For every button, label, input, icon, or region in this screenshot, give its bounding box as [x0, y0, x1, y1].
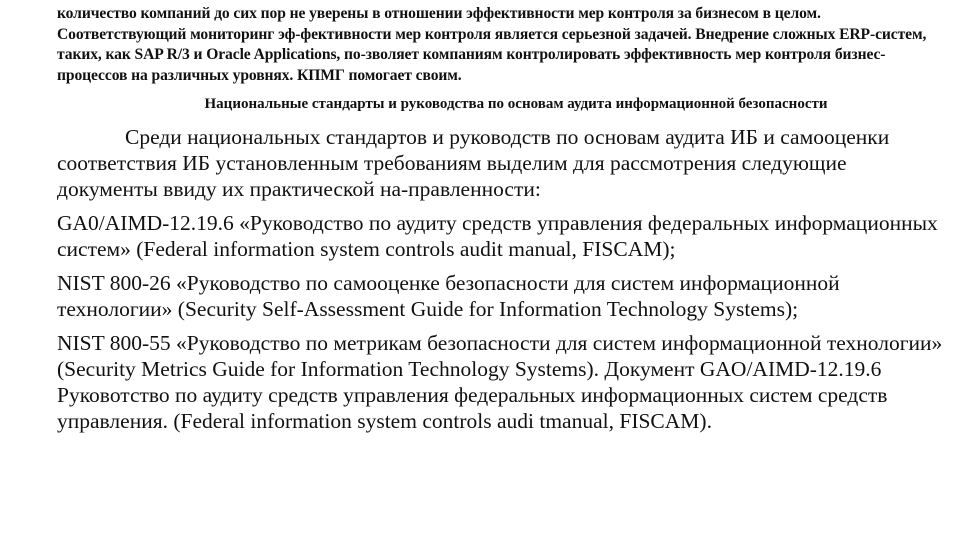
list-item: NIST 800-55 «Руководство по метрикам безопасности для систем информационной технологии» (Security Metrics Guide for Information Technology Systems). Документ GAO/AIMD-12.19.6 Руковотство по аудиту средств управления федеральных информационных систем средств управления. (Federal information system controls audi tmanual, FISCAM).: [57, 331, 943, 433]
intro-paragraph: количество компаний до сих пор не уверены в отношении эффективности мер контроля за бизнесом в целом. Соответствующий мониторинг эф-фективности мер контроля является серьезной задачей. Внедрение сложных ERP-систем, таких, как SAP R/3 и Oracle Applications, по-зволяет компаниям контролировать эффективность мер контроля бизнес-процессов на различных уровнях. КПМГ помогает своим.: [57, 5, 927, 84]
list-item: GA0/AIMD-12.19.6 «Руководство по аудиту средств управления федеральных информационных систем» (Federal information system controls audit manual, FISCAM);: [57, 211, 938, 261]
section-title: Национальные стандарты и руководства по основам аудита информационной безопасности: [204, 96, 828, 112]
lead-paragraph: Среди национальных стандартов и руководств по основам аудита ИБ и самооценки соответствия ИБ установленным требованиям выделим для рассмотрения следующие документы ввиду их практической на-правленности:: [57, 125, 890, 201]
document-slide: [57, 4, 947, 434]
list-item: NIST 800-26 «Руководство по самооценке безопасности для систем информационной технологии» (Security Self-Assessment Guide for Information Technology Systems);: [57, 271, 840, 321]
